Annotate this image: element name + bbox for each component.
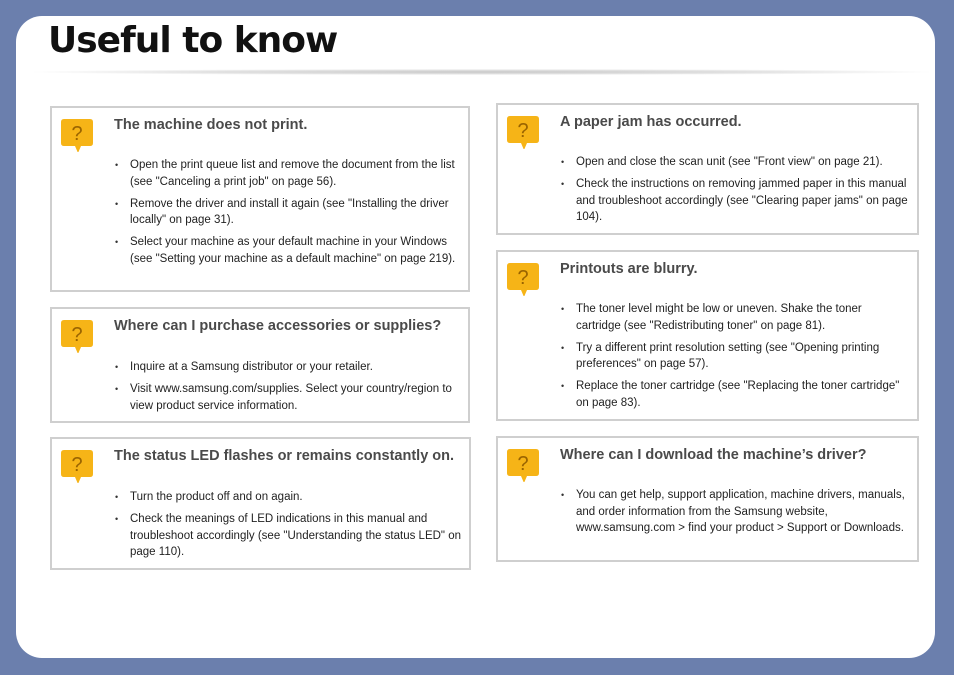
faq-list [114,359,460,420]
faq-box-driver-download [496,436,919,562]
faq-box-status-led [50,437,471,570]
faq-list [114,489,461,566]
faq-box-paper-jam [496,103,919,235]
list-item: • Open and close the scan unit (see "Front view" on page 21). [560,154,909,171]
list-item: • Check the meanings of LED indications in this manual and troubleshoot accordingly (see "Understanding the status LED" on page 110). [114,511,461,561]
faq-title: The machine does not print. [114,117,308,133]
list-item: • Inquire at a Samsung distributor or your retailer. [114,359,460,376]
list-item: • Open the print queue list and remove the document from the list (see "Canceling a print job" on page 56). [114,157,460,190]
faq-box-blurry [496,250,919,421]
list-item: • Check the instructions on removing jammed paper in this manual and troubleshoot accordingly (see "Clearing paper jams" on page 104). [560,176,909,226]
faq-list [560,301,909,417]
question-mark: ? [71,454,83,476]
question-mark: ? [517,453,529,475]
faq-list [560,487,909,542]
faq-list [560,154,909,231]
question-icon [505,446,541,482]
question-icon [505,113,541,149]
question-mark: ? [517,267,529,289]
faq-title: A paper jam has occurred. [560,114,742,130]
faq-list [114,157,460,273]
list-item: • Turn the product off and on again. [114,489,461,506]
list-item: • Visit www.samsung.com/supplies. Select your country/region to view product service information. [114,381,460,414]
title-divider [34,69,929,75]
list-item: • Remove the driver and install it again (see "Installing the driver locally" on page 31). [114,196,460,229]
question-icon [59,447,95,483]
list-item: • Try a different print resolution setting (see "Opening printing preferences" on page 57). [560,340,909,373]
question-mark: ? [71,123,83,145]
list-item: • Replace the toner cartridge (see "Replacing the toner cartridge" on page 83). [560,378,909,411]
faq-title: Where can I purchase accessories or supplies? [114,318,442,334]
question-icon [59,317,95,353]
faq-title: Where can I download the machine’s driver? [560,447,867,463]
faq-title: Printouts are blurry. [560,261,698,277]
question-mark: ? [517,120,529,142]
page-title: Useful to know [48,20,338,61]
list-item: • You can get help, support application, machine drivers, manuals, and order information from the Samsung website, www.samsung.com > find your product > Support or Downloads. [560,487,909,537]
faq-box-machine-not-print [50,106,470,292]
question-mark: ? [71,324,83,346]
list-item: • The toner level might be low or uneven. Shake the toner cartridge (see "Redistributing toner" on page 81). [560,301,909,334]
faq-box-accessories [50,307,470,423]
faq-title: The status LED flashes or remains constantly on. [114,448,455,464]
list-item: • Select your machine as your default machine in your Windows (see "Setting your machine as a default machine" on page 219). [114,234,460,267]
question-icon [505,260,541,296]
question-icon [59,116,95,152]
manual-page [16,16,935,658]
